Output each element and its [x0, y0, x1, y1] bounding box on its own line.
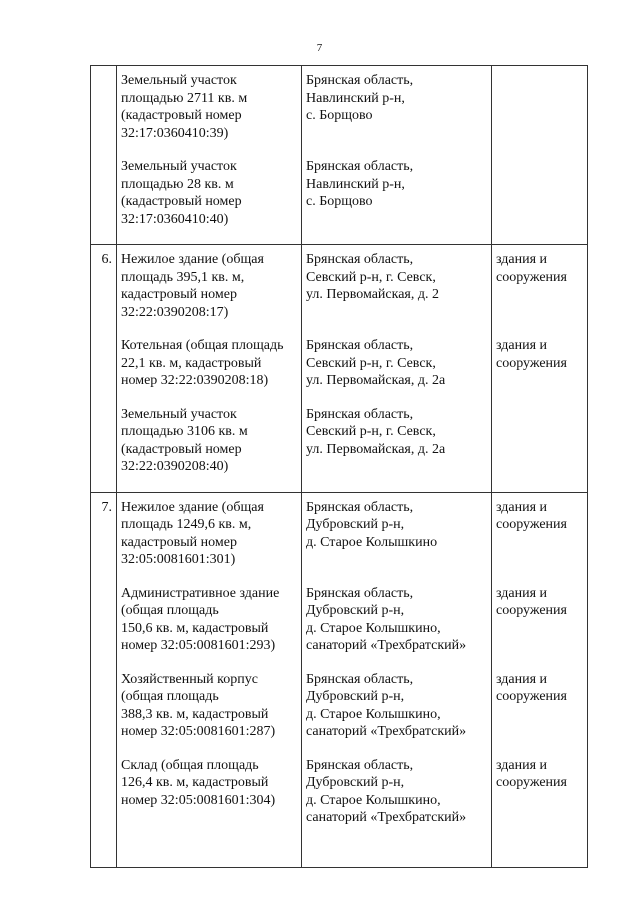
object-cell: [117, 245, 302, 493]
page-number: 7: [316, 42, 323, 54]
address-cell: [302, 66, 492, 245]
object-category: здания и сооружения: [496, 585, 567, 618]
table-row: [91, 66, 588, 245]
object-description: Земельный участок площадью 28 кв. м (кадастровый номер 32:17:0360410:40): [121, 159, 242, 227]
row-number: 7.: [91, 492, 117, 867]
object-address: Брянская область, Дубровский р-н, д. Старое Колышкино: [306, 499, 438, 550]
row-number: [91, 66, 117, 245]
object-cell: [117, 66, 302, 245]
property-table: [90, 65, 588, 868]
object-category: здания и сооружения: [496, 252, 567, 285]
object-address: Брянская область, Севский р-н, г. Севск, ул. Первомайская, д. 2а: [306, 406, 446, 457]
object-address: Брянская область, Дубровский р-н, д. Старое Колышкино, санаторий «Трехбратский»: [306, 757, 467, 825]
category-cell: [492, 66, 588, 245]
table-row: [91, 245, 588, 493]
address-cell: [302, 245, 492, 493]
object-address: Брянская область, Навлинский р-н, с. Борщово: [306, 73, 414, 123]
object-category: здания и сооружения: [496, 338, 567, 371]
object-address: Брянская область, Дубровский р-н, д. Старое Колышкино, санаторий «Трехбратский»: [306, 671, 467, 739]
row-number: 6.: [91, 245, 117, 493]
category-cell: [492, 245, 588, 493]
object-description: Нежилое здание (общая площадь 395,1 кв. м, кадастровый номер 32:22:0390208:17): [121, 252, 264, 320]
object-category: здания и сооружения: [496, 757, 567, 790]
object-address: Брянская область, Севский р-н, г. Севск, ул. Первомайская, д. 2: [306, 252, 439, 302]
object-cell: [117, 492, 302, 867]
object-category: здания и сооружения: [496, 499, 567, 532]
category-cell: [492, 492, 588, 867]
address-cell: [302, 492, 492, 867]
object-description: Хозяйственный корпус (общая площадь 388,3 кв. м, кадастровый номер 32:05:0081601:287): [121, 671, 276, 739]
object-description: Земельный участок площадью 2711 кв. м (кадастровый номер 32:17:0360410:39): [121, 73, 248, 141]
object-address: Брянская область, Дубровский р-н, д. Старое Колышкино, санаторий «Трехбратский»: [306, 585, 467, 653]
object-address: Брянская область, Навлинский р-н, с. Борщово: [306, 159, 414, 209]
object-description: Склад (общая площадь 126,4 кв. м, кадастровый номер 32:05:0081601:304): [121, 757, 276, 808]
object-description: Земельный участок площадью 3106 кв. м (кадастровый номер 32:22:0390208:40): [121, 406, 248, 474]
object-category: здания и сооружения: [496, 671, 567, 704]
table-row: [91, 492, 588, 867]
object-address: Брянская область, Севский р-н, г. Севск, ул. Первомайская, д. 2а: [306, 338, 446, 388]
object-description: Котельная (общая площадь 22,1 кв. м, кадастровый номер 32:22:0390208:18): [121, 338, 284, 388]
object-description: Нежилое здание (общая площадь 1249,6 кв. м, кадастровый номер 32:05:0081601:301): [121, 499, 264, 567]
object-description: Административное здание (общая площадь 150,6 кв. м, кадастровый номер 32:05:0081601:293): [121, 585, 280, 653]
